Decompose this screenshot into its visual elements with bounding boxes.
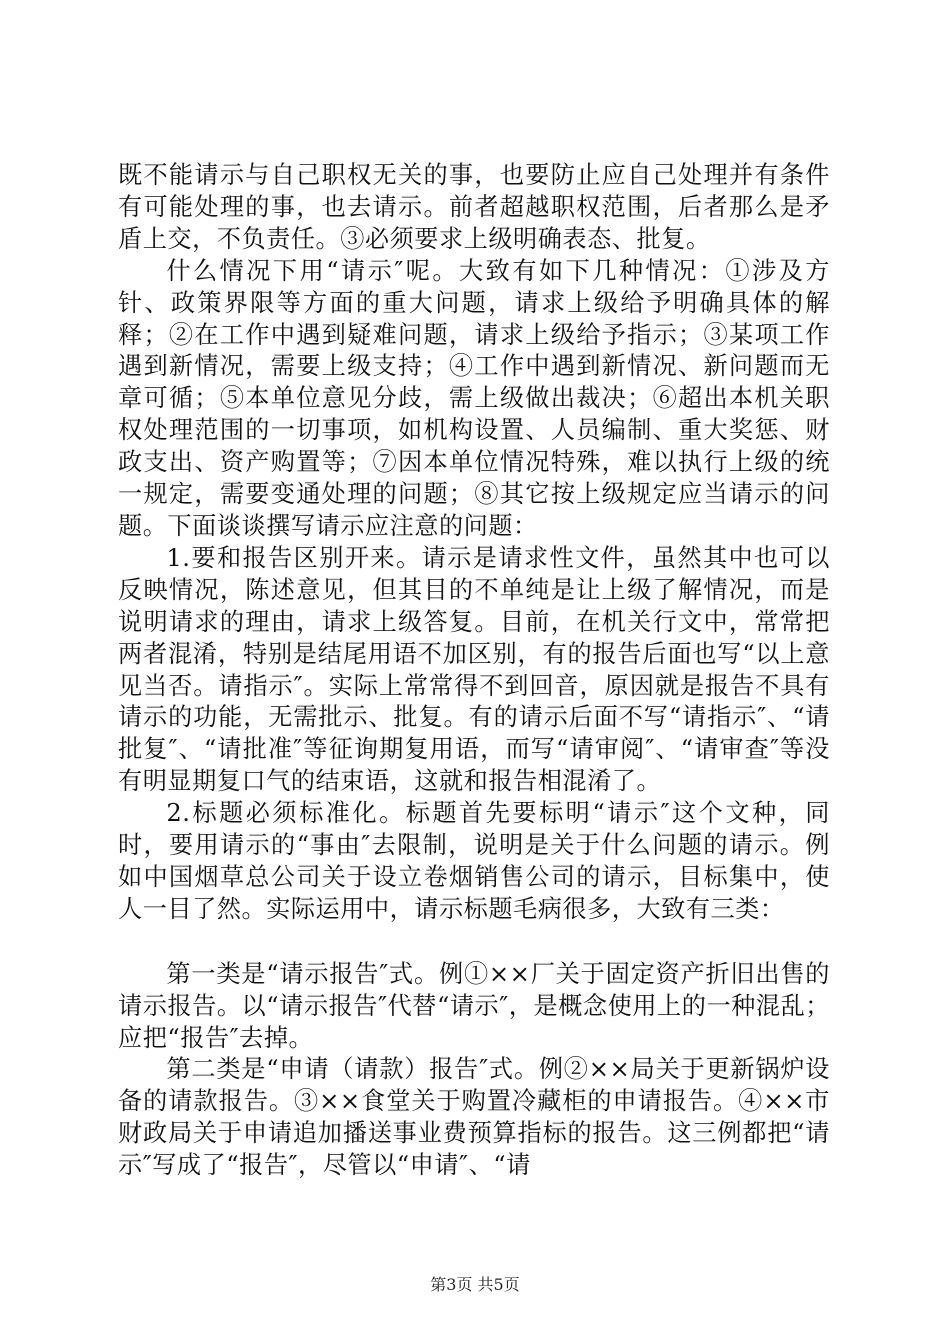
paragraph-when-to-request: 什么情况下用“请示″呢。大致有如下几种情况：①涉及方针、政策界限等方面的重大问题，请求上级给予明确具体的解释；②在工作中遇到疑难问题，请求上级给予指示；③某项工作遇到新情况，需要上级支持；④工作中遇到新情况、新问题而无章可循；⑤本单位意见分歧，需上级做出裁决；⑥超出本机关职权处理范围的一切事项，如机构设置、人员编制、重大奖惩、财政支出、资产购置等；⑦因本单位情况特殊，难以执行上级的统一规定，需要变通处理的问题；⑧其它按上级规定应当请示的问题。下面谈谈撰写请示应注意的问题： [118, 256, 830, 540]
paragraph-category-2: 第二类是“申请（请款）报告″式。例②××局关于更新锅炉设备的请款报告。③××食堂关于购置冷藏柜的申请报告。④××市财政局关于申请追加播送事业费预算指标的报告。这三例都把“请示″写成了“报告″，尽管以“申请″、“请 [118, 1055, 830, 1180]
paragraph-category-1: 第一类是“请示报告″式。例①××厂关于固定资产折旧出售的请示报告。以“请示报告″代替“请示″，是概念使用上的一种混乱；应把“报告″去掉。 [118, 959, 830, 1052]
paragraph-point-1: 1.要和报告区别开来。请示是请求性文件，虽然其中也可以反映情况，陈述意见，但其目的不单纯是让上级了解情况，而是说明请求的理由，请求上级答复。目前，在机关行文中，常常把两者混淆，特别是结尾用语不加区别，有的报告后面也写“以上意见当否。请指示″。实际上常常得不到回音，原因就是报告不具有请示的功能，无需批示、批复。有的请示后面不写“请指示″、“请批复″、“请批准″等征询期复用语，而写“请审阅″、“请审查″等没有明显期复口气的结束语，这就和报告相混淆了。 [118, 543, 830, 796]
paragraph-continuation: 既不能请示与自己职权无关的事，也要防止应自己处理并有条件有可能处理的事，也去请示。前者超越职权范围，后者那么是矛盾上交，不负责任。③必须要求上级明确表态、批复。 [118, 161, 830, 253]
document-body [118, 160, 830, 1182]
page-number-footer: 第3页 共5页 [430, 1275, 520, 1294]
paragraph-point-2: 2.标题必须标准化。标题首先要标明“请示″这个文种，同时，要用请示的“事由″去限制，说明是关于什么问题的请示。例如中国烟草总公司关于设立卷烟销售公司的请示，目标集中，使人一目了然。实际运用中，请示标题毛病很多，大致有三类： [118, 799, 830, 923]
